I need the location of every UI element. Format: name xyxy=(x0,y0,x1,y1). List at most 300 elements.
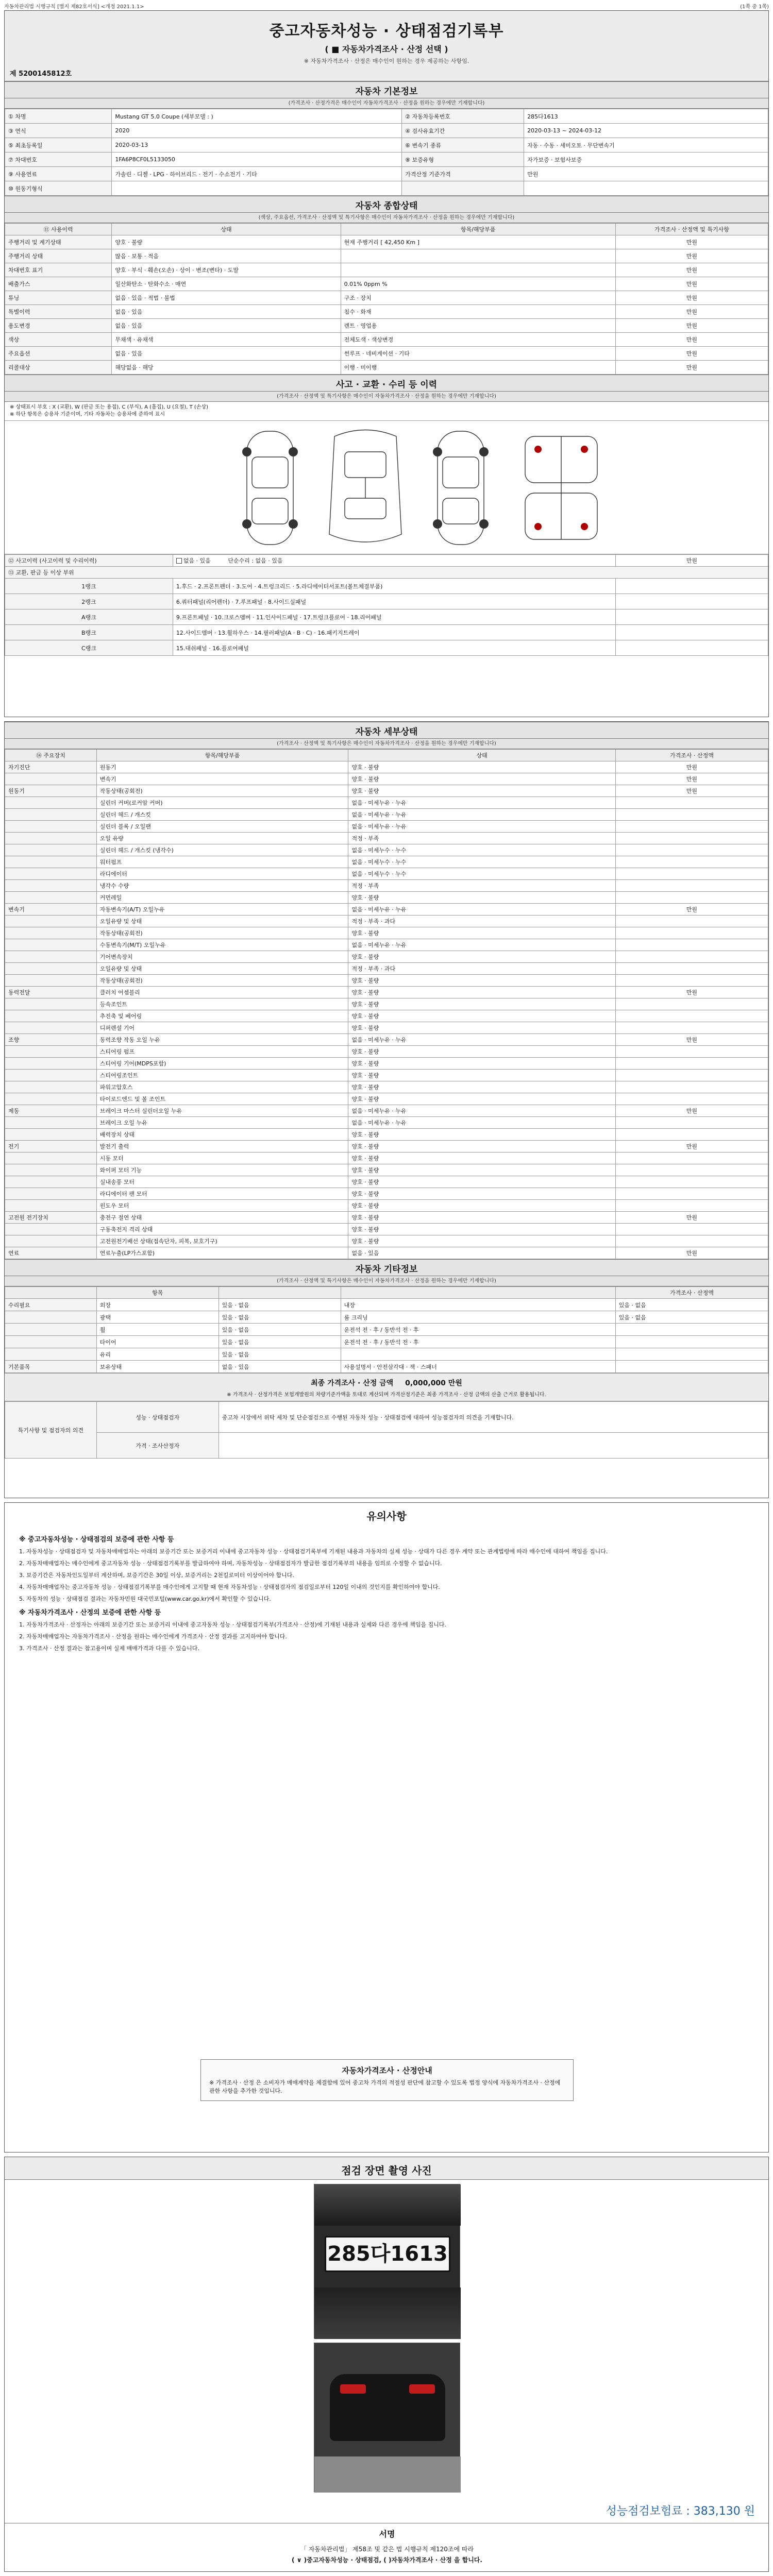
detail-part: 라디에이터 xyxy=(96,868,348,880)
notice-body xyxy=(5,1525,768,1661)
etc-item: 유리 xyxy=(96,1348,219,1361)
rank-items: 12.사이드멤버 · 13.휠하우스 · 14.필러패널(A · B · C) · 16.패키지트레이 xyxy=(173,625,615,640)
detail-price xyxy=(615,927,768,939)
detail-device xyxy=(5,809,97,821)
etc-price xyxy=(615,1324,768,1336)
column-header: 항목 xyxy=(96,1287,219,1299)
detail-price xyxy=(615,951,768,963)
basic-value: 가솔린 · 디젤 · LPG · 하이브리드 · 전기 · 수소전기 · 기타 xyxy=(112,167,402,181)
special-label: 특기사항 및 점검자의 의견 xyxy=(5,1402,97,1459)
detail-part: 시동 모터 xyxy=(96,1153,348,1164)
detail-device: 조향 xyxy=(5,1034,97,1046)
detail-part: 와이퍼 모터 기능 xyxy=(96,1164,348,1176)
etc-category: 기본품목 xyxy=(5,1361,97,1373)
detail-device: 전기 xyxy=(5,1141,97,1153)
detail-part: 파워고압호스 xyxy=(96,1081,348,1093)
etc-detail xyxy=(341,1348,615,1361)
detail-price: 만원 xyxy=(615,987,768,998)
overall-detail: 전체도색 · 색상변경 xyxy=(341,333,615,347)
notice-paragraph: 1. 자동차가격조사 · 산정자는 아래의 보증기간 또는 보증거리 이내에 중고자동차 성능 · 상태점검기록부(가격조사 · 산정)에 기재된 내용과 실제와 다른 경우에 책임을 집니다. xyxy=(19,1621,447,1628)
basic-info-title: 자동차 기본정보 xyxy=(5,81,768,98)
notice-paragraph: 1. 자동차성능 · 상태점검자 및 자동차매매업자는 아래의 보증기간 또는 보증거리 이내에 중고자동차 성능 · 상태점검기록부에 기재된 내용과 자동차의 실제 성능 · 상태가 다른 경우 계약 또는 관계법령에 따라 매수인에 대하여 책임을 집니다. xyxy=(19,1548,608,1555)
detail-device: 제동 xyxy=(5,1105,97,1117)
detail-row xyxy=(5,1022,768,1034)
column-header: 가격조사 · 산정액 xyxy=(615,750,768,761)
detail-table xyxy=(5,749,768,1259)
basic-value: Mustang GT 5.0 Coupe (세부모델 : ) xyxy=(112,109,402,124)
detail-device xyxy=(5,797,97,809)
form-reference: 자동차관리법 시행규칙 [별지 제82호서식] <개정 2021.1.1> xyxy=(4,4,144,10)
detail-state: 없음 · 미세누유 · 누유 xyxy=(348,1105,615,1117)
accident-title: 사고 · 교환 · 수리 등 이력 xyxy=(5,375,768,392)
detail-device xyxy=(5,892,97,904)
basic-label: ⑤ 최초등록일 xyxy=(5,138,112,152)
column-header xyxy=(219,1287,341,1299)
detail-device: 고전원 전기장치 xyxy=(5,1212,97,1224)
detail-part: 구동축전지 격리 상태 xyxy=(96,1224,348,1235)
etc-item: 외장 xyxy=(96,1299,219,1311)
basic-label: ⑧ 보증유형 xyxy=(402,152,524,167)
detail-device xyxy=(5,833,97,844)
detail-row xyxy=(5,1070,768,1081)
detail-device xyxy=(5,939,97,951)
detail-device xyxy=(5,1153,97,1164)
detail-part: 디퍼렌셜 기어 xyxy=(96,1022,348,1034)
detail-device xyxy=(5,773,97,785)
detail-price xyxy=(615,797,768,809)
legend-note: ※ 하단 항목은 승용차 기준이며, 기타 자동차는 승용차에 준하여 표시 xyxy=(10,412,165,417)
basic-label: ⑩ 원동기형식 xyxy=(5,181,112,196)
detail-state: 양호 · 불량 xyxy=(348,1188,615,1200)
overall-row xyxy=(5,235,768,249)
rank-label: B랭크 xyxy=(5,625,173,640)
rank-label: 1랭크 xyxy=(5,579,173,594)
detail-state: 없음 · 미세누유 · 누유 xyxy=(348,797,615,809)
detail-state: 없음 · 미세누유 · 누유 xyxy=(348,1034,615,1046)
detail-part: 커먼레일 xyxy=(96,892,348,904)
overall-detail: 현재 주행거리 [ 42,450 Km ] xyxy=(341,235,615,249)
overall-item: 주행거리 및 계기상태 xyxy=(5,235,112,249)
accident-price: 만원 xyxy=(615,555,768,567)
detail-part: 동력조향 작동 오일 누유 xyxy=(96,1034,348,1046)
detail-price: 만원 xyxy=(615,761,768,773)
detail-price: 만원 xyxy=(615,773,768,785)
rank-label: A랭크 xyxy=(5,609,173,625)
detail-device xyxy=(5,856,97,868)
overall-detail: 썬루프 · 네비게이션 · 기타 xyxy=(341,347,615,361)
etc-category xyxy=(5,1336,97,1348)
etc-row xyxy=(5,1336,768,1348)
basic-label: ① 차명 xyxy=(5,109,112,124)
detail-price xyxy=(615,1022,768,1034)
basic-info-table xyxy=(5,109,768,196)
detail-state: 양호 · 불량 xyxy=(348,1081,615,1093)
basic-value: 2020-03-13 ~ 2024-03-12 xyxy=(524,124,768,138)
rank-items: 15.대쉬패널 · 16.플로어패널 xyxy=(173,640,615,656)
detail-part: 워터펌프 xyxy=(96,856,348,868)
overall-detail: 구조 · 장치 xyxy=(341,291,615,305)
detail-price xyxy=(615,844,768,856)
special1-value: 중고차 시장에서 위탁 세차 및 단순점검으로 수행된 자동차 성능 · 상태점검에 대하여 성능점검자의 의견을 기재합니다. xyxy=(219,1402,768,1433)
detail-price xyxy=(615,892,768,904)
etc-state: 있음 · 없음 xyxy=(219,1299,341,1311)
detail-row xyxy=(5,1164,768,1176)
detail-row xyxy=(5,1081,768,1093)
column-header: ⑭ 주요장치 xyxy=(5,750,97,761)
detail-title: 자동차 세부상태 xyxy=(5,722,768,739)
notice-paragraph: 3. 보증기간은 자동차인도일부터 계산하며, 보증기간은 30일 이상, 보증거리는 2천킬로미터 이상이어야 합니다. xyxy=(19,1572,294,1579)
detail-row xyxy=(5,880,768,892)
detail-part: 배력장치 상태 xyxy=(96,1129,348,1141)
basic-label: ⑥ 변속기 종류 xyxy=(402,138,524,152)
detail-part: 고전원전기배선 상태(접속단자, 피복, 보호기구) xyxy=(96,1235,348,1247)
notice-paragraph: 4. 자동차매매업자는 중고자동차 성능 · 상태점검기록부를 매수인에게 고지할 때 현재 자동차성능 · 상태점검자의 점검일로부터 120일 이내의 것인지를 확인하여야 합니다. xyxy=(19,1584,440,1590)
detail-device xyxy=(5,1010,97,1022)
detail-price xyxy=(615,1117,768,1129)
etc-category xyxy=(5,1348,97,1361)
detail-price: 만원 xyxy=(615,785,768,797)
detail-part: 윈도우 모터 xyxy=(96,1200,348,1212)
guidance-text: ※ 가격조사 · 산정 은 소비자가 매매계약을 체결함에 있어 중고차 가격의 적절성 판단에 참고할 수 있도록 법정 양식에 자동차가격조사 · 산정에 관한 사항을 추가한 것입니다. xyxy=(209,2079,561,2094)
overall-item: 리콜대상 xyxy=(5,361,112,375)
detail-row xyxy=(5,892,768,904)
page-counter: (1쪽 중 1쪽) xyxy=(740,4,769,10)
detail-state: 양호 · 불량 xyxy=(348,1212,615,1224)
detail-part: 등속조인트 xyxy=(96,998,348,1010)
detail-part: 원동기 xyxy=(96,761,348,773)
overall-price: 만원 xyxy=(615,319,768,333)
detail-state: 적정 · 부족 · 과다 xyxy=(348,963,615,975)
rank-label: C랭크 xyxy=(5,640,173,656)
etc-row xyxy=(5,1299,768,1311)
document-number xyxy=(5,65,768,78)
detail-state: 적정 · 부족 · 과다 xyxy=(348,916,615,927)
detail-row xyxy=(5,951,768,963)
basic-value: 2020-03-13 xyxy=(112,138,402,152)
column-header: 상태 xyxy=(348,750,615,761)
overall-row xyxy=(5,319,768,333)
basic-value: 자동 · 수동 · 세미오토 · 무단변속기 xyxy=(524,138,768,152)
overall-price: 만원 xyxy=(615,263,768,277)
special-notes-table xyxy=(5,1401,768,1459)
detail-price xyxy=(615,856,768,868)
detail-state: 없음 · 미세누유 · 누유 xyxy=(348,1117,615,1129)
etc-item: 휠 xyxy=(96,1324,219,1336)
detail-price xyxy=(615,1070,768,1081)
photo-plate xyxy=(314,2184,460,2338)
detail-row xyxy=(5,856,768,868)
rank-row xyxy=(5,640,768,656)
detail-row xyxy=(5,1188,768,1200)
notice-heading-2: ※ 자동차가격조사 · 산정의 보증에 관한 사항 등 xyxy=(19,1609,161,1617)
etc-detail: 운전석 전 · 후 / 동반석 전 · 후 xyxy=(341,1336,615,1348)
detail-price xyxy=(615,868,768,880)
detail-state: 없음 · 미세누유 · 누유 xyxy=(348,939,615,951)
detail-state: 양호 · 불량 xyxy=(348,1070,615,1081)
detail-part: 발전기 출력 xyxy=(96,1141,348,1153)
detail-row xyxy=(5,1235,768,1247)
overall-row xyxy=(5,291,768,305)
detail-device: 변속기 xyxy=(5,904,97,916)
detail-row xyxy=(5,1153,768,1164)
detail-state: 양호 · 불량 xyxy=(348,1164,615,1176)
detail-price xyxy=(615,1081,768,1093)
detail-state: 양호 · 불량 xyxy=(348,892,615,904)
detail-part: 변속기 xyxy=(96,773,348,785)
overall-price: 만원 xyxy=(615,277,768,291)
detail-device xyxy=(5,975,97,987)
overall-state: 무채색 · 유채색 xyxy=(112,333,341,347)
detail-part: 타이로드엔드 및 볼 조인트 xyxy=(96,1093,348,1105)
etc-row xyxy=(5,1324,768,1336)
form-reference-strip xyxy=(4,2,769,10)
detail-state: 양호 · 불량 xyxy=(348,1022,615,1034)
detail-state: 양호 · 불량 xyxy=(348,1093,615,1105)
rank-items: 6.쿼터패널(리어펜더) · 7.루프패널 · 8.사이드실패널 xyxy=(173,594,615,609)
signature-line-1: 「 자동차관리법」 제58조 및 같은 법 시행규칙 제120조에 따라 xyxy=(300,2546,474,2553)
etc-item: 타이어 xyxy=(96,1336,219,1348)
rank-items: 9.프론트패널 · 10.크로스멤버 · 11.인사이드패널 · 17.트렁크플로어 · 18.리어패널 xyxy=(173,609,615,625)
detail-device: 자기진단 xyxy=(5,761,97,773)
etc-state: 있음 · 없음 xyxy=(219,1311,341,1324)
etc-row xyxy=(5,1311,768,1324)
detail-part: 실린더 커버(로커암 커버) xyxy=(96,797,348,809)
column-header: 항목/해당부품 xyxy=(96,750,348,761)
detail-device xyxy=(5,1046,97,1058)
price-guidance-box xyxy=(200,2059,574,2101)
overall-row xyxy=(5,277,768,291)
detail-row xyxy=(5,809,768,821)
detail-device xyxy=(5,963,97,975)
detail-device xyxy=(5,1081,97,1093)
detail-state: 양호 · 불량 xyxy=(348,1235,615,1247)
car-diagram xyxy=(5,420,768,554)
detail-price xyxy=(615,1129,768,1141)
detail-row xyxy=(5,821,768,833)
column-header: 상태 xyxy=(112,224,341,235)
basic-value xyxy=(112,181,402,196)
final-price xyxy=(5,1373,768,1389)
detail-device xyxy=(5,1117,97,1129)
overall-row xyxy=(5,347,768,361)
column-header: 가격조사 · 산정액 xyxy=(615,1287,768,1299)
detail-state: 없음 · 미세누유 · 누유 xyxy=(348,821,615,833)
detail-price xyxy=(615,1235,768,1247)
detail-part: 자동변속기(A/T) 오일누유 xyxy=(96,904,348,916)
detail-state: 없음 · 미세누수 · 누수 xyxy=(348,856,615,868)
detail-part: 실내송풍 모터 xyxy=(96,1176,348,1188)
overall-detail xyxy=(341,249,615,263)
guidance-title: 자동차가격조사 · 산정안내 xyxy=(342,2066,432,2075)
detail-price: 만원 xyxy=(615,1034,768,1046)
detail-row xyxy=(5,1247,768,1259)
detail-price xyxy=(615,1176,768,1188)
detail-price xyxy=(615,1188,768,1200)
detail-state: 양호 · 불량 xyxy=(348,1200,615,1212)
etc-title: 자동차 기타정보 xyxy=(5,1259,768,1276)
etc-price xyxy=(615,1361,768,1373)
detail-part: 스티어링 펌프 xyxy=(96,1046,348,1058)
detail-state: 없음 · 미세누수 · 누수 xyxy=(348,844,615,856)
notice-paragraph: 3. 가격조사 · 산정 결과는 참고용이며 실제 매매가격과 다를 수 있습니다. xyxy=(19,1645,199,1652)
detail-part: 브레이크 마스터 실린더오일 누유 xyxy=(96,1105,348,1117)
rank-row xyxy=(5,579,768,594)
detail-state: 양호 · 불량 xyxy=(348,998,615,1010)
detail-device xyxy=(5,1176,97,1188)
detail-part: 작동상태(공회전) xyxy=(96,975,348,987)
column-header: ⑪ 사용이력 xyxy=(5,224,112,235)
signature-line-2: ( ∨ )중고자동차성능 · 상태점검, ( )자동차가격조사 · 산정 을 합니다. xyxy=(292,2556,482,2564)
doc-no-label: 제 xyxy=(10,70,16,78)
detail-part: 냉각수 수량 xyxy=(96,880,348,892)
detail-state: 적정 · 부족 xyxy=(348,880,615,892)
detail-row xyxy=(5,1129,768,1141)
detail-state: 양호 · 불량 xyxy=(348,927,615,939)
detail-row xyxy=(5,1141,768,1153)
basic-info-subtitle: (가격조사 · 산정가격은 매수인이 자동차가격조사 · 산정을 원하는 경우에만 기재합니다) xyxy=(5,98,768,109)
overall-state: 없음 · 있음 · 적법 · 불법 xyxy=(112,291,341,305)
overall-price: 만원 xyxy=(615,291,768,305)
detail-part: 클러치 어셈블리 xyxy=(96,987,348,998)
detail-state: 양호 · 불량 xyxy=(348,785,615,797)
column-header: 항목/해당부품 xyxy=(341,224,615,235)
rank-price xyxy=(615,579,768,594)
final-price-note: ※ 가격조사 · 산정가격은 보험개발원의 차량기준가액을 토대로 계산되며 가격산정기준은 최종 가격조사 · 산정 금액의 산출 근거로 활용됩니다. xyxy=(5,1389,768,1401)
overall-price: 만원 xyxy=(615,305,768,319)
notice-paragraph: 2. 자동차매매업자는 매수인에게 중고자동차 성능 · 상태점검기록부를 발급하여야 하며, 자동차성능 · 상태점검자가 발급한 점검기록부의 내용을 임의로 수정할 수 없습니다. xyxy=(19,1560,442,1567)
overall-state: 많음 · 보통 · 적음 xyxy=(112,249,341,263)
detail-row xyxy=(5,868,768,880)
overall-price: 만원 xyxy=(615,235,768,249)
etc-table xyxy=(5,1286,768,1373)
detail-device xyxy=(5,844,97,856)
detail-row xyxy=(5,975,768,987)
detail-device xyxy=(5,821,97,833)
detail-part: 기어변속장치 xyxy=(96,951,348,963)
etc-detail: 내장 xyxy=(341,1299,615,1311)
basic-label: ② 자동차등록번호 xyxy=(402,109,524,124)
damage-area-label: ⑬ 교환, 판금 등 이상 부위 xyxy=(5,567,768,579)
overall-row xyxy=(5,305,768,319)
detail-price: 만원 xyxy=(615,904,768,916)
detail-price xyxy=(615,809,768,821)
detail-price xyxy=(615,963,768,975)
detail-row xyxy=(5,1093,768,1105)
detail-device xyxy=(5,998,97,1010)
detail-state: 양호 · 불량 xyxy=(348,1046,615,1058)
detail-state: 적정 · 부족 xyxy=(348,833,615,844)
column-header: 가격조사 · 산정액 및 특기사항 xyxy=(615,224,768,235)
detail-price xyxy=(615,880,768,892)
basic-label: ③ 연식 xyxy=(5,124,112,138)
column-header xyxy=(5,1287,97,1299)
overall-row xyxy=(5,263,768,277)
detail-row xyxy=(5,1176,768,1188)
overall-price: 만원 xyxy=(615,361,768,375)
detail-price xyxy=(615,998,768,1010)
detail-price: 만원 xyxy=(615,1141,768,1153)
etc-category: 수리필요 xyxy=(5,1299,97,1311)
rank-row xyxy=(5,594,768,609)
signature-section xyxy=(5,2523,769,2565)
etc-price: 있음 · 없음 xyxy=(615,1299,768,1311)
form-header xyxy=(5,11,768,81)
etc-category xyxy=(5,1311,97,1324)
detail-device xyxy=(5,1093,97,1105)
detail-row xyxy=(5,833,768,844)
car-outline-diagram xyxy=(5,421,769,555)
detail-device xyxy=(5,916,97,927)
overall-price: 만원 xyxy=(615,347,768,361)
detail-part: 연료누출(LP가스포함) xyxy=(96,1247,348,1259)
etc-item: 광택 xyxy=(96,1311,219,1324)
etc-item: 보유상태 xyxy=(96,1361,219,1373)
detail-state: 양호 · 불량 xyxy=(348,1010,615,1022)
detail-price xyxy=(615,939,768,951)
basic-label: ⑦ 차대번호 xyxy=(5,152,112,167)
overall-item: 튜닝 xyxy=(5,291,112,305)
notice-paragraph: 5. 자동차의 성능 · 상태점검 결과는 자동차민원 대국민포털(www.car.go.kr)에서 확인할 수 있습니다. xyxy=(19,1596,271,1602)
detail-price xyxy=(615,833,768,844)
form-note: ※ 자동차가격조사 · 산정은 매수인이 원하는 경우 제공하는 사항임. xyxy=(304,58,469,64)
overall-item: 용도변경 xyxy=(5,319,112,333)
basic-label: ④ 검사유효기간 xyxy=(402,124,524,138)
detail-device: 동력전달 xyxy=(5,987,97,998)
detail-part: 스티어링 기어(MDPS포함) xyxy=(96,1058,348,1070)
overall-detail: 이행 · 미이행 xyxy=(341,361,615,375)
detail-state: 양호 · 불량 xyxy=(348,773,615,785)
detail-price: 만원 xyxy=(615,1212,768,1224)
detail-row xyxy=(5,916,768,927)
etc-row xyxy=(5,1348,768,1361)
detail-state: 양호 · 불량 xyxy=(348,761,615,773)
form-title: 중고자동차성능 · 상태점검기록부 xyxy=(269,22,504,40)
detail-price xyxy=(615,1058,768,1070)
detail-price xyxy=(615,1046,768,1058)
notice-title: 유의사항 xyxy=(366,1510,407,1522)
etc-row xyxy=(5,1361,768,1373)
photo-title: 점검 장면 촬영 사진 xyxy=(5,2157,768,2180)
detail-state: 없음 · 있음 xyxy=(348,1247,615,1259)
overall-state: 없음 · 있음 xyxy=(112,305,341,319)
detail-device: 연료 xyxy=(5,1247,97,1259)
overall-detail: 렌트 · 영업용 xyxy=(341,319,615,333)
detail-state: 없음 · 미세누유 · 누유 xyxy=(348,904,615,916)
overall-state: 없음 · 있음 xyxy=(112,319,341,333)
detail-device xyxy=(5,1129,97,1141)
doc-no-value: 5200145812호 xyxy=(19,70,72,78)
form-subtitle: ( ■ 자동차가격조사 · 산정 선택 ) xyxy=(325,44,448,54)
detail-row xyxy=(5,1046,768,1058)
detail-price xyxy=(615,975,768,987)
basic-info-row xyxy=(5,109,768,124)
detail-device xyxy=(5,1235,97,1247)
rank-items: 1.후드 · 2.프론트펜더 · 3.도어 · 4.트렁크리드 · 5.라디에이터서포트(볼트체결부품) xyxy=(173,579,615,594)
detail-device xyxy=(5,1058,97,1070)
basic-label xyxy=(402,181,524,196)
detail-part: 오일 유량 xyxy=(96,833,348,844)
detail-subtitle: (가격조사 · 산정액 및 특기사항은 매수인이 자동차가격조사 · 산정을 원하는 경우에만 기재합니다) xyxy=(5,739,768,749)
insurance-fee-value: 383,130 원 xyxy=(693,2505,755,2518)
rank-row xyxy=(5,609,768,625)
accident-table xyxy=(5,554,768,656)
detail-row xyxy=(5,1105,768,1117)
basic-info-row xyxy=(5,124,768,138)
detail-part: 실린더 블록 / 오일팬 xyxy=(96,821,348,833)
detail-part: 수동변속기(M/T) 오일누유 xyxy=(96,939,348,951)
etc-detail: 사용설명서 · 안전삼각대 · 잭 · 스패너 xyxy=(341,1361,615,1373)
detail-device xyxy=(5,1164,97,1176)
